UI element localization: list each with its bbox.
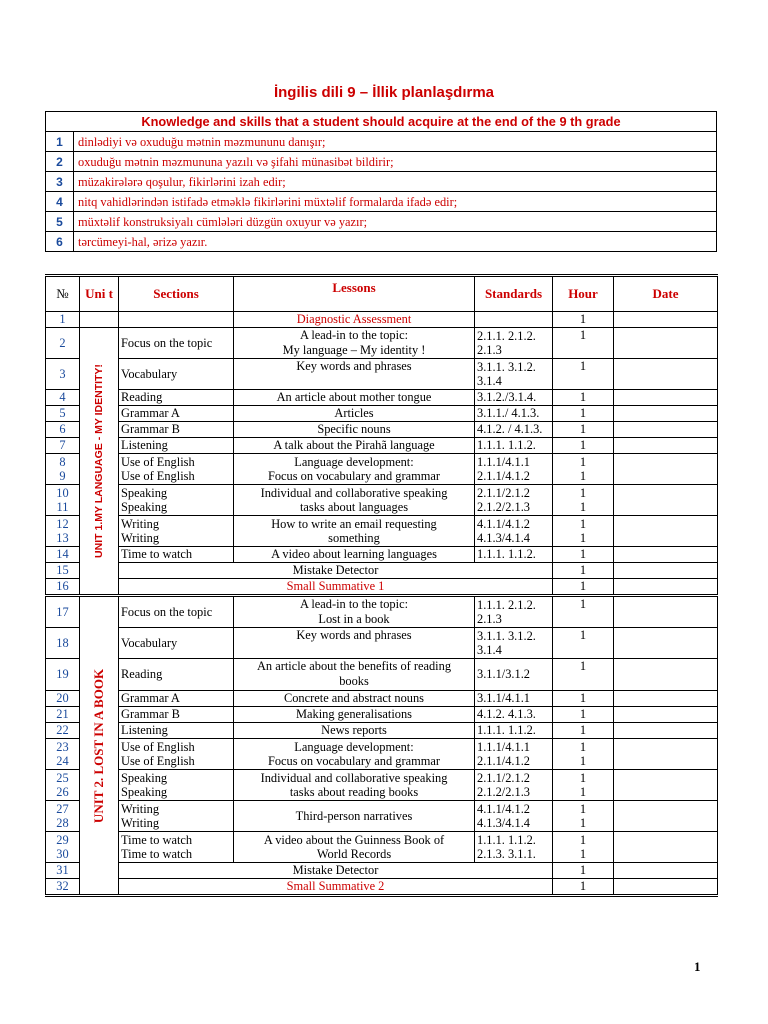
lesson-cell: How to write an email requesting something	[234, 516, 475, 547]
date-cell	[614, 659, 718, 691]
row-number: 29 30	[46, 832, 80, 863]
skill-number: 2	[46, 152, 74, 172]
hour-cell: 1	[553, 406, 614, 422]
hour-cell: 1	[553, 863, 614, 879]
skill-number: 4	[46, 192, 74, 212]
skill-text: oxuduğu mətnin məzmununa yazılı və şifahi münasibət bildirir;	[74, 152, 717, 172]
hour-cell: 1	[553, 691, 614, 707]
date-cell	[614, 359, 718, 390]
date-cell	[614, 547, 718, 563]
row-number: 27 28	[46, 801, 80, 832]
hour-cell: 1	[553, 579, 614, 596]
date-cell	[614, 863, 718, 879]
date-cell	[614, 628, 718, 659]
lesson-cell: A talk about the Pirahã language	[234, 438, 475, 454]
unit-title: UNIT 2. LOST IN A BOOK	[90, 668, 106, 823]
date-cell	[614, 454, 718, 485]
lesson-row	[46, 723, 718, 739]
section-cell: Time to watch Time to watch	[119, 832, 234, 863]
hour-cell: 1 1	[553, 770, 614, 801]
lesson-row	[46, 659, 718, 691]
lesson-row	[46, 516, 718, 547]
standards-cell: 2.1.1/2.1.2 2.1.2/2.1.3	[475, 770, 553, 801]
unit-cell-empty	[80, 312, 119, 328]
standards-cell: 4.1.1/4.1.2 4.1.3/4.1.4	[475, 801, 553, 832]
hour-cell: 1	[553, 596, 614, 628]
standards-cell: 1.1.1/4.1.1 2.1.1/4.1.2	[475, 454, 553, 485]
standards-cell: 4.1.2. / 4.1.3.	[475, 422, 553, 438]
date-cell	[614, 579, 718, 596]
row-number: 21	[46, 707, 80, 723]
date-cell	[614, 422, 718, 438]
row-number: 23 24	[46, 739, 80, 770]
date-cell	[614, 832, 718, 863]
page-number: 1	[694, 959, 701, 974]
date-cell	[614, 691, 718, 707]
skills-row	[46, 232, 717, 252]
standards-cell: 4.1.2. 4.1.3.	[475, 707, 553, 723]
lesson-plan-table	[45, 274, 718, 897]
row-number: 31	[46, 863, 80, 879]
hour-cell: 1	[553, 547, 614, 563]
standards-cell: 1.1.1. 2.1.2. 2.1.3	[475, 596, 553, 628]
section-cell: Use of English Use of English	[119, 739, 234, 770]
skills-heading: Knowledge and skills that a student should acquire at the end of the 9 th grade	[46, 112, 717, 132]
lesson-row	[46, 422, 718, 438]
section-cell: Grammar A	[119, 691, 234, 707]
section-cell: Writing Writing	[119, 801, 234, 832]
skills-row	[46, 192, 717, 212]
page-title: İngilis dili 9 – İllik planlaşdırma	[273, 84, 495, 101]
row-number: 4	[46, 390, 80, 406]
lesson-cell: Language development: Focus on vocabulary and grammar	[234, 454, 475, 485]
standards-cell: 3.1.1./ 4.1.3.	[475, 406, 553, 422]
lesson-cell: Language development: Focus on vocabulary and grammar	[234, 739, 475, 770]
section-cell: Grammar A	[119, 406, 234, 422]
hour-cell: 1	[553, 312, 614, 328]
unit-label-cell	[80, 596, 119, 896]
header-standards: Standards	[475, 276, 553, 312]
standards-cell: 3.1.1/3.1.2	[475, 659, 553, 691]
section-cell: Use of English Use of English	[119, 454, 234, 485]
date-cell	[614, 438, 718, 454]
header-date: Date	[614, 276, 718, 312]
row-number: 22	[46, 723, 80, 739]
lesson-row	[46, 485, 718, 516]
lesson-row	[46, 390, 718, 406]
lesson-row	[46, 628, 718, 659]
standards-cell: 1.1.1. 1.1.2. 2.1.3. 3.1.1.	[475, 832, 553, 863]
hour-cell: 1	[553, 879, 614, 896]
skill-text: tərcümeyi-hal, ərizə yazır.	[74, 232, 717, 252]
lesson-row	[46, 563, 718, 579]
lesson-cell: An article about the benefits of reading books	[234, 659, 475, 691]
row-number: 5	[46, 406, 80, 422]
row-number: 16	[46, 579, 80, 596]
date-cell	[614, 406, 718, 422]
hour-cell: 1 1	[553, 516, 614, 547]
lesson-cell: A video about the Guinness Book of World Records	[234, 832, 475, 863]
lesson-row	[46, 707, 718, 723]
row-number: 17	[46, 596, 80, 628]
skills-row	[46, 172, 717, 192]
section-cell: Focus on the topic	[119, 596, 234, 628]
hour-cell: 1 1	[553, 832, 614, 863]
hour-cell: 1	[553, 563, 614, 579]
lesson-row	[46, 801, 718, 832]
lesson-cell: Small Summative 2	[119, 879, 553, 896]
row-number: 6	[46, 422, 80, 438]
section-cell: Grammar B	[119, 422, 234, 438]
lesson-row	[46, 547, 718, 563]
skills-row	[46, 132, 717, 152]
header-hour: Hour	[553, 276, 614, 312]
lesson-cell: Key words and phrases	[234, 628, 475, 659]
standards-cell: 2.1.1. 2.1.2. 2.1.3	[475, 328, 553, 359]
skill-number: 1	[46, 132, 74, 152]
row-number: 1	[46, 312, 80, 328]
lesson-cell: A video about learning languages	[234, 547, 475, 563]
hour-cell: 1	[553, 390, 614, 406]
hour-cell: 1	[553, 659, 614, 691]
standards-cell	[475, 312, 553, 328]
lesson-row	[46, 454, 718, 485]
hour-cell: 1	[553, 628, 614, 659]
date-cell	[614, 739, 718, 770]
date-cell	[614, 563, 718, 579]
section-cell: Reading	[119, 390, 234, 406]
skill-text: dinlədiyi və oxuduğu mətnin məzmununu danışır;	[74, 132, 717, 152]
section-cell: Speaking Speaking	[119, 770, 234, 801]
lesson-row	[46, 691, 718, 707]
section-cell: Listening	[119, 723, 234, 739]
standards-cell: 3.1.1. 3.1.2. 3.1.4	[475, 628, 553, 659]
lesson-cell: Third-person narratives	[234, 801, 475, 832]
skills-row	[46, 152, 717, 172]
lesson-row	[46, 770, 718, 801]
lesson-cell: Individual and collaborative speaking tasks about reading books	[234, 770, 475, 801]
lesson-row	[46, 328, 718, 359]
lesson-row	[46, 438, 718, 454]
lesson-cell: Key words and phrases	[234, 359, 475, 390]
date-cell	[614, 723, 718, 739]
hour-cell: 1	[553, 359, 614, 390]
hour-cell: 1 1	[553, 454, 614, 485]
hour-cell: 1	[553, 422, 614, 438]
hour-cell: 1 1	[553, 801, 614, 832]
lesson-cell: A lead-in to the topic: Lost in a book	[234, 596, 475, 628]
row-number: 32	[46, 879, 80, 896]
hour-cell: 1	[553, 328, 614, 359]
hour-cell: 1	[553, 723, 614, 739]
header-unit: Uni t	[80, 276, 119, 312]
skill-number: 6	[46, 232, 74, 252]
skill-number: 5	[46, 212, 74, 232]
section-cell: Reading	[119, 659, 234, 691]
lesson-cell: Specific nouns	[234, 422, 475, 438]
hour-cell: 1	[553, 707, 614, 723]
hour-cell: 1	[553, 438, 614, 454]
lesson-cell: News reports	[234, 723, 475, 739]
standards-cell: 1.1.1/4.1.1 2.1.1/4.1.2	[475, 739, 553, 770]
standards-cell: 4.1.1/4.1.2 4.1.3/4.1.4	[475, 516, 553, 547]
skill-text: müxtəlif konstruksiyalı cümlələri düzgün oxuyur və yazır;	[74, 212, 717, 232]
section-cell: Speaking Speaking	[119, 485, 234, 516]
row-number: 14	[46, 547, 80, 563]
unit-title: UNIT 1.MY LANGUAGE - MY IDENTITY!	[92, 364, 105, 558]
lesson-cell: An article about mother tongue	[234, 390, 475, 406]
date-cell	[614, 516, 718, 547]
skills-table	[45, 111, 717, 252]
standards-cell: 1.1.1. 1.1.2.	[475, 547, 553, 563]
date-cell	[614, 801, 718, 832]
section-cell	[119, 312, 234, 328]
standards-cell: 1.1.1. 1.1.2.	[475, 723, 553, 739]
date-cell	[614, 485, 718, 516]
row-number: 8 9	[46, 454, 80, 485]
skills-heading-row	[46, 112, 717, 132]
lesson-row	[46, 359, 718, 390]
row-number: 12 13	[46, 516, 80, 547]
lesson-row	[46, 579, 718, 596]
section-cell: Listening	[119, 438, 234, 454]
lesson-row	[46, 739, 718, 770]
hour-cell: 1 1	[553, 485, 614, 516]
header-row	[46, 276, 718, 312]
row-number: 20	[46, 691, 80, 707]
date-cell	[614, 879, 718, 896]
lesson-cell: Diagnostic Assessment	[234, 312, 475, 328]
section-cell: Grammar B	[119, 707, 234, 723]
row-number: 3	[46, 359, 80, 390]
lesson-cell: Individual and collaborative speaking tasks about languages	[234, 485, 475, 516]
lesson-cell: Concrete and abstract nouns	[234, 691, 475, 707]
lesson-cell: A lead-in to the topic: My language – My identity !	[234, 328, 475, 359]
standards-cell: 1.1.1. 1.1.2.	[475, 438, 553, 454]
lesson-row	[46, 863, 718, 879]
lesson-row	[46, 832, 718, 863]
hour-cell: 1 1	[553, 739, 614, 770]
skill-text: nitq vahidlərindən istifadə etməklə fikirlərini müxtəlif formalarda ifadə edir;	[74, 192, 717, 212]
date-cell	[614, 707, 718, 723]
standards-cell: 3.1.2./3.1.4.	[475, 390, 553, 406]
lesson-cell: Small Summative 1	[119, 579, 553, 596]
section-cell: Writing Writing	[119, 516, 234, 547]
section-cell: Focus on the topic	[119, 328, 234, 359]
date-cell	[614, 390, 718, 406]
standards-cell: 3.1.1. 3.1.2. 3.1.4	[475, 359, 553, 390]
lesson-cell: Mistake Detector	[119, 563, 553, 579]
lesson-cell: Articles	[234, 406, 475, 422]
row-number: 10 11	[46, 485, 80, 516]
date-cell	[614, 328, 718, 359]
unit-label-cell	[80, 328, 119, 596]
header-sections: Sections	[119, 276, 234, 312]
lesson-cell: Making generalisations	[234, 707, 475, 723]
lesson-row	[46, 312, 718, 328]
lesson-row	[46, 406, 718, 422]
date-cell	[614, 312, 718, 328]
row-number: 18	[46, 628, 80, 659]
section-cell: Vocabulary	[119, 628, 234, 659]
skill-number: 3	[46, 172, 74, 192]
date-cell	[614, 770, 718, 801]
row-number: 25 26	[46, 770, 80, 801]
section-cell: Vocabulary	[119, 359, 234, 390]
standards-cell: 2.1.1/2.1.2 2.1.2/2.1.3	[475, 485, 553, 516]
lesson-cell: Mistake Detector	[119, 863, 553, 879]
row-number: 15	[46, 563, 80, 579]
row-number: 2	[46, 328, 80, 359]
header-lessons: Lessons	[234, 276, 475, 312]
lesson-row	[46, 879, 718, 896]
row-number: 7	[46, 438, 80, 454]
skills-row	[46, 212, 717, 232]
date-cell	[614, 596, 718, 628]
section-cell: Time to watch	[119, 547, 234, 563]
standards-cell: 3.1.1/4.1.1	[475, 691, 553, 707]
skill-text: müzakirələrə qoşulur, fikirlərini izah edir;	[74, 172, 717, 192]
lesson-row	[46, 596, 718, 628]
header-number: №	[46, 276, 80, 312]
row-number: 19	[46, 659, 80, 691]
